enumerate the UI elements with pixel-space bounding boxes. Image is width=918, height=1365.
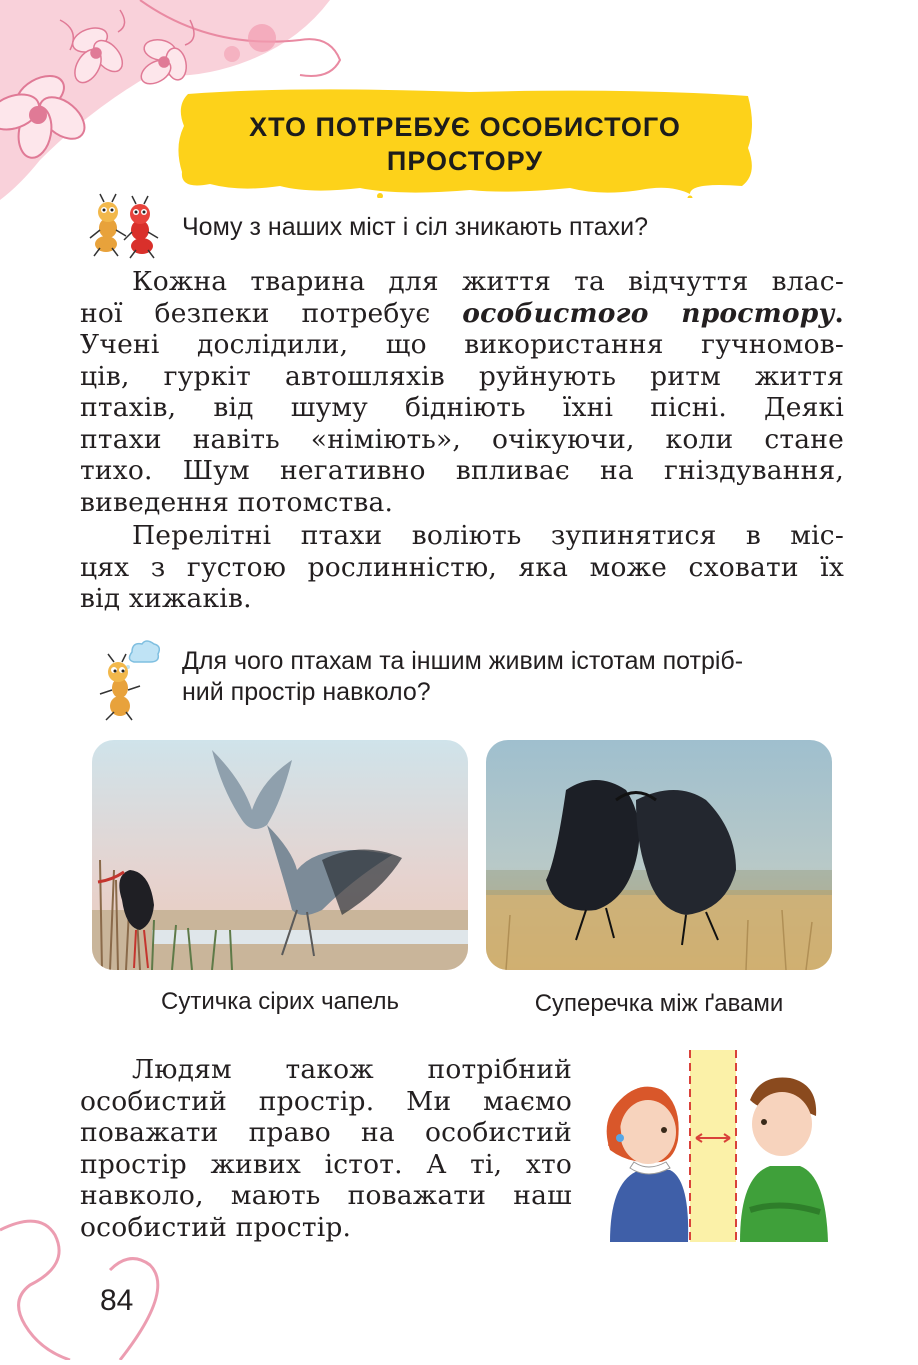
question-1: Чому з наших міст і сіл зникають птахи?: [182, 213, 649, 241]
p1-line-7: тихо. Шум негативно впливає на гніздування,: [80, 455, 844, 486]
p2-line-2: цях з густою рослинністю, яка може сховати їх: [80, 551, 844, 583]
p1-line-2-text: ної безпеки потребує: [80, 297, 463, 329]
page-title-line1: ХТО ПОТРЕБУЄ ОСОБИСТОГО: [249, 112, 681, 142]
p1-line-1: Кожна тварина для життя та відчуття влас-: [132, 266, 844, 297]
key-term: особистого простору: [462, 297, 835, 329]
key-term-period: .: [834, 297, 844, 329]
p3-line-5: навколо, мають поважати наш: [80, 1180, 572, 1211]
paragraph-3: [80, 1054, 572, 1243]
paragraph-2: [80, 520, 844, 615]
p1-line-8: виведення потомства.: [80, 486, 394, 518]
herons-fighting-photo: [92, 740, 468, 970]
p3-line-3: поважати право на особистий: [80, 1117, 572, 1148]
p1-line-6: птахи навіть «німіють», очікуючи, коли стане: [80, 423, 844, 455]
crows-fighting-photo: [486, 740, 832, 970]
p1-line-4: ців, гуркіт автошляхів руйнують ритм життя: [80, 360, 844, 392]
question-2-line1: Для чого птахам та іншим живим істотам потріб-: [182, 647, 744, 675]
p2-line-1: Перелітні птахи воліють зупинятися в міс-: [132, 520, 844, 551]
photo-caption-crows: Суперечка між ґавами: [534, 990, 784, 1017]
p3-line-1: Людям також потрібний: [132, 1054, 572, 1085]
p1-line-2: [80, 298, 844, 330]
page-number: 84: [100, 1284, 134, 1317]
paragraph-1: [80, 266, 844, 518]
p3-line-4: простір живих істот. А ті, хто: [80, 1148, 572, 1180]
ant-thinking-icon: [92, 640, 162, 722]
page-title-line2: ПРОСТОРУ: [386, 146, 544, 176]
p3-line-2: особистий простір. Ми маємо: [80, 1085, 572, 1117]
p1-line-3: Учені дослідили, що використання гучномов-: [80, 329, 844, 360]
two-ants-icon: [86, 190, 166, 260]
question-2-line2: ний простір навколо?: [182, 678, 431, 706]
children-personal-space-illustration: [600, 1050, 830, 1242]
question-2: [182, 646, 743, 708]
p3-line-6: особистий простір.: [80, 1211, 352, 1243]
p1-line-5: птахів, від шуму бідніють їхні пісні. Деякі: [80, 392, 844, 423]
photo-caption-herons: Сутичка сірих чапель: [161, 988, 399, 1015]
p2-line-3: від хижаків.: [80, 583, 252, 614]
title-banner: [170, 86, 760, 198]
